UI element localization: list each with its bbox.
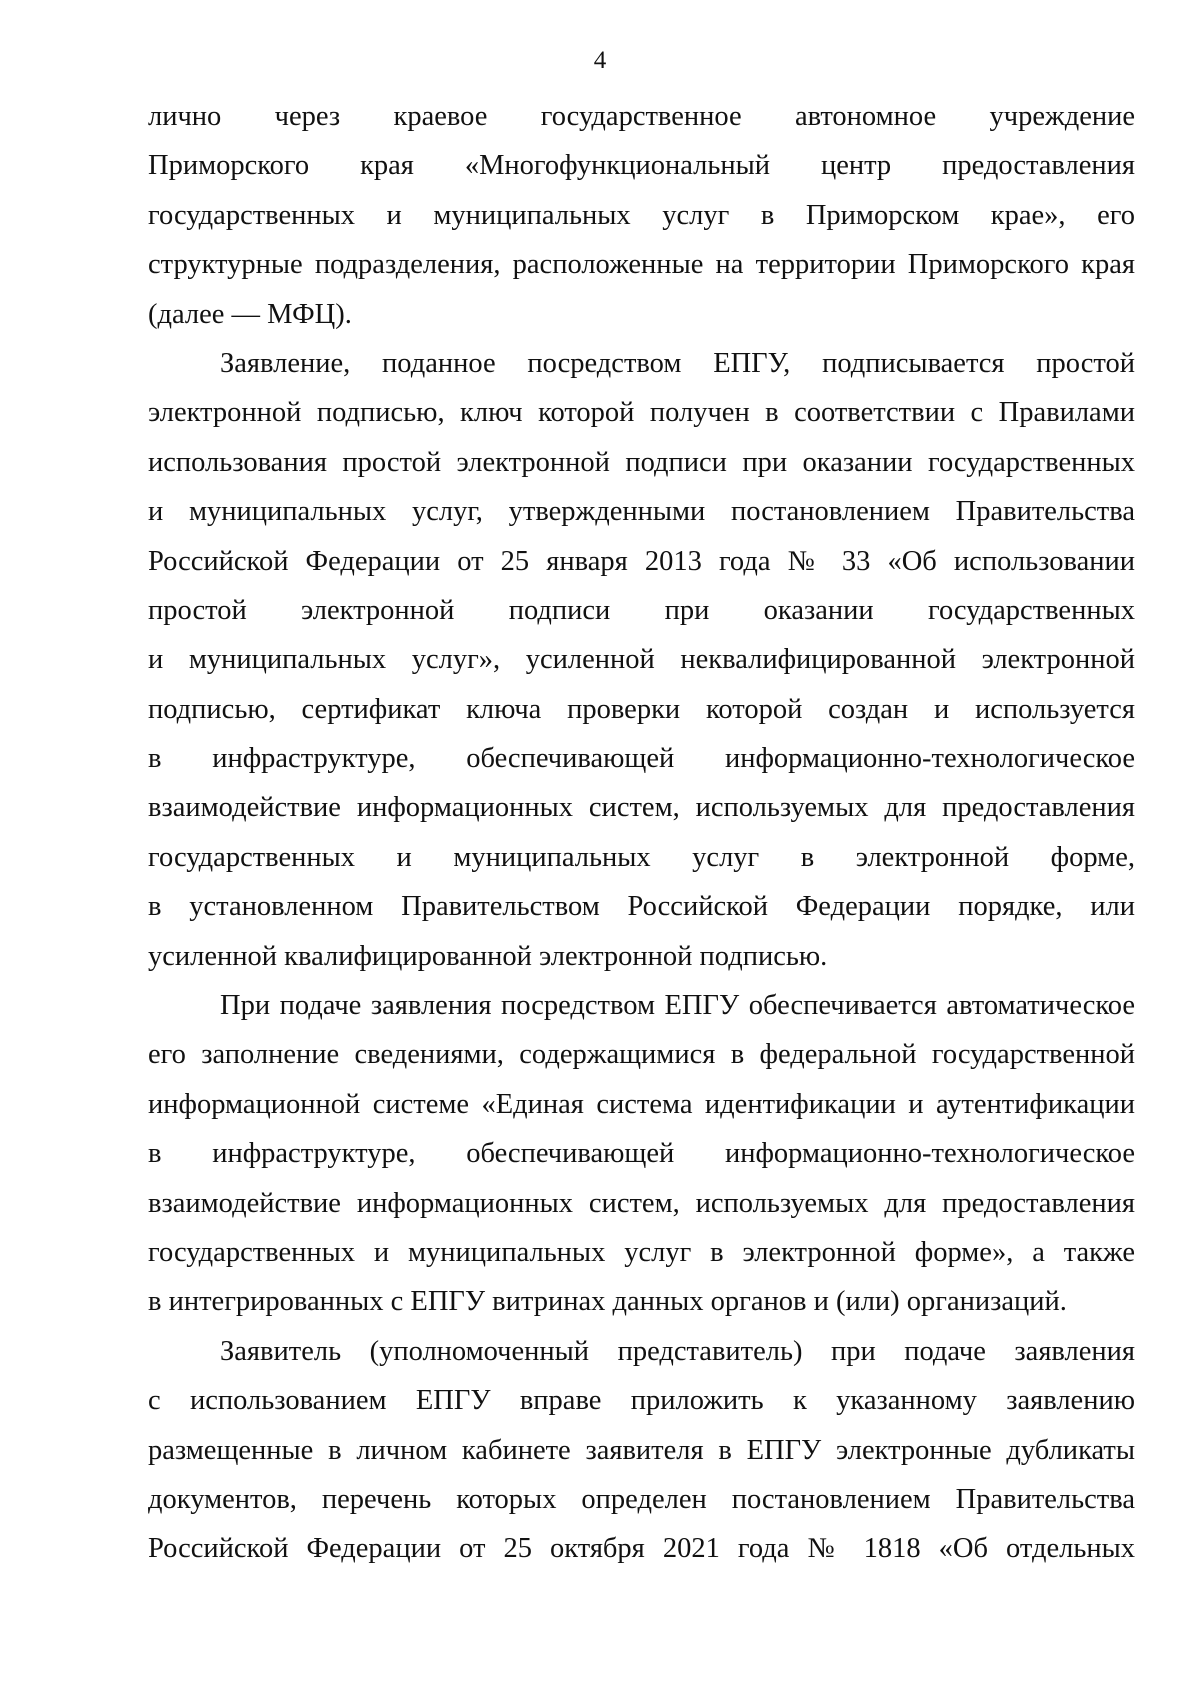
text-line: электронной подписью, ключ которой получен в соответствии с Правилами [148, 397, 1135, 429]
text-line: простой электронной подписи при оказании государственных [148, 594, 1135, 626]
text-line: использования простой электронной подписи при оказании государственных [148, 446, 1135, 478]
text-line: его заполнение сведениями, содержащимися в федеральной государственной [148, 1039, 1135, 1071]
paragraph-first-line: Заявление, поданное посредством ЕПГУ, подписывается простой [220, 347, 1135, 379]
page-number: 4 [593, 47, 607, 74]
text-line: лично через краевое государственное автономное учреждение [148, 101, 1135, 132]
text-line: документов, перечень которых определен постановлением Правительства [148, 1483, 1135, 1515]
text-line: Российской Федерации от 25 января 2013 года № 33 «Об использовании [148, 545, 1135, 577]
text-line: государственных и муниципальных услуг в электронной форме, [148, 841, 1135, 873]
text-line: в инфраструктуре, обеспечивающей информационно-технологическое [148, 743, 1135, 775]
text-line: государственных и муниципальных услуг в электронной форме», а также [148, 1236, 1135, 1268]
text-line: в интегрированных с ЕПГУ витринах данных органов и (или) организаций. [148, 1286, 1067, 1318]
text-line: и муниципальных услуг, утвержденными постановлением Правительства [148, 496, 1135, 528]
document-body [148, 92, 1135, 1574]
text-line: подписью, сертификат ключа проверки которой создан и используется [148, 693, 1135, 725]
paragraph-first-line: При подаче заявления посредством ЕПГУ обеспечивается автоматическое [220, 990, 1135, 1022]
paragraph-first-line: Заявитель (уполномоченный представитель) при подаче заявления [220, 1335, 1135, 1367]
text-line: и муниципальных услуг», усиленной неквалифицированной электронной [148, 644, 1135, 676]
text-line: с использованием ЕПГУ вправе приложить к указанному заявлению [148, 1385, 1135, 1417]
text-line: (далее — МФЦ). [148, 298, 352, 330]
text-line: структурные подразделения, расположенные на территории Приморского края [148, 249, 1135, 281]
text-line: размещенные в личном кабинете заявителя в ЕПГУ электронные дубликаты [148, 1434, 1135, 1466]
text-line: государственных и муниципальных услуг в Приморском крае», его [148, 199, 1135, 231]
text-line: Российской Федерации от 25 октября 2021 года № 1818 «Об отдельных [148, 1533, 1135, 1565]
text-line: усиленной квалифицированной электронной подписью. [148, 940, 828, 972]
text-line: в установленном Правительством Российской Федерации порядке, или [148, 891, 1135, 923]
text-line: в инфраструктуре, обеспечивающей информационно-технологическое [148, 1138, 1135, 1170]
text-line: Приморского края «Многофункциональный центр предоставления [148, 150, 1135, 182]
text-line: взаимодействие информационных систем, используемых для предоставления [148, 1187, 1135, 1219]
text-line: взаимодействие информационных систем, используемых для предоставления [148, 792, 1135, 824]
text-line: информационной системе «Единая система идентификации и аутентификации [148, 1088, 1135, 1120]
